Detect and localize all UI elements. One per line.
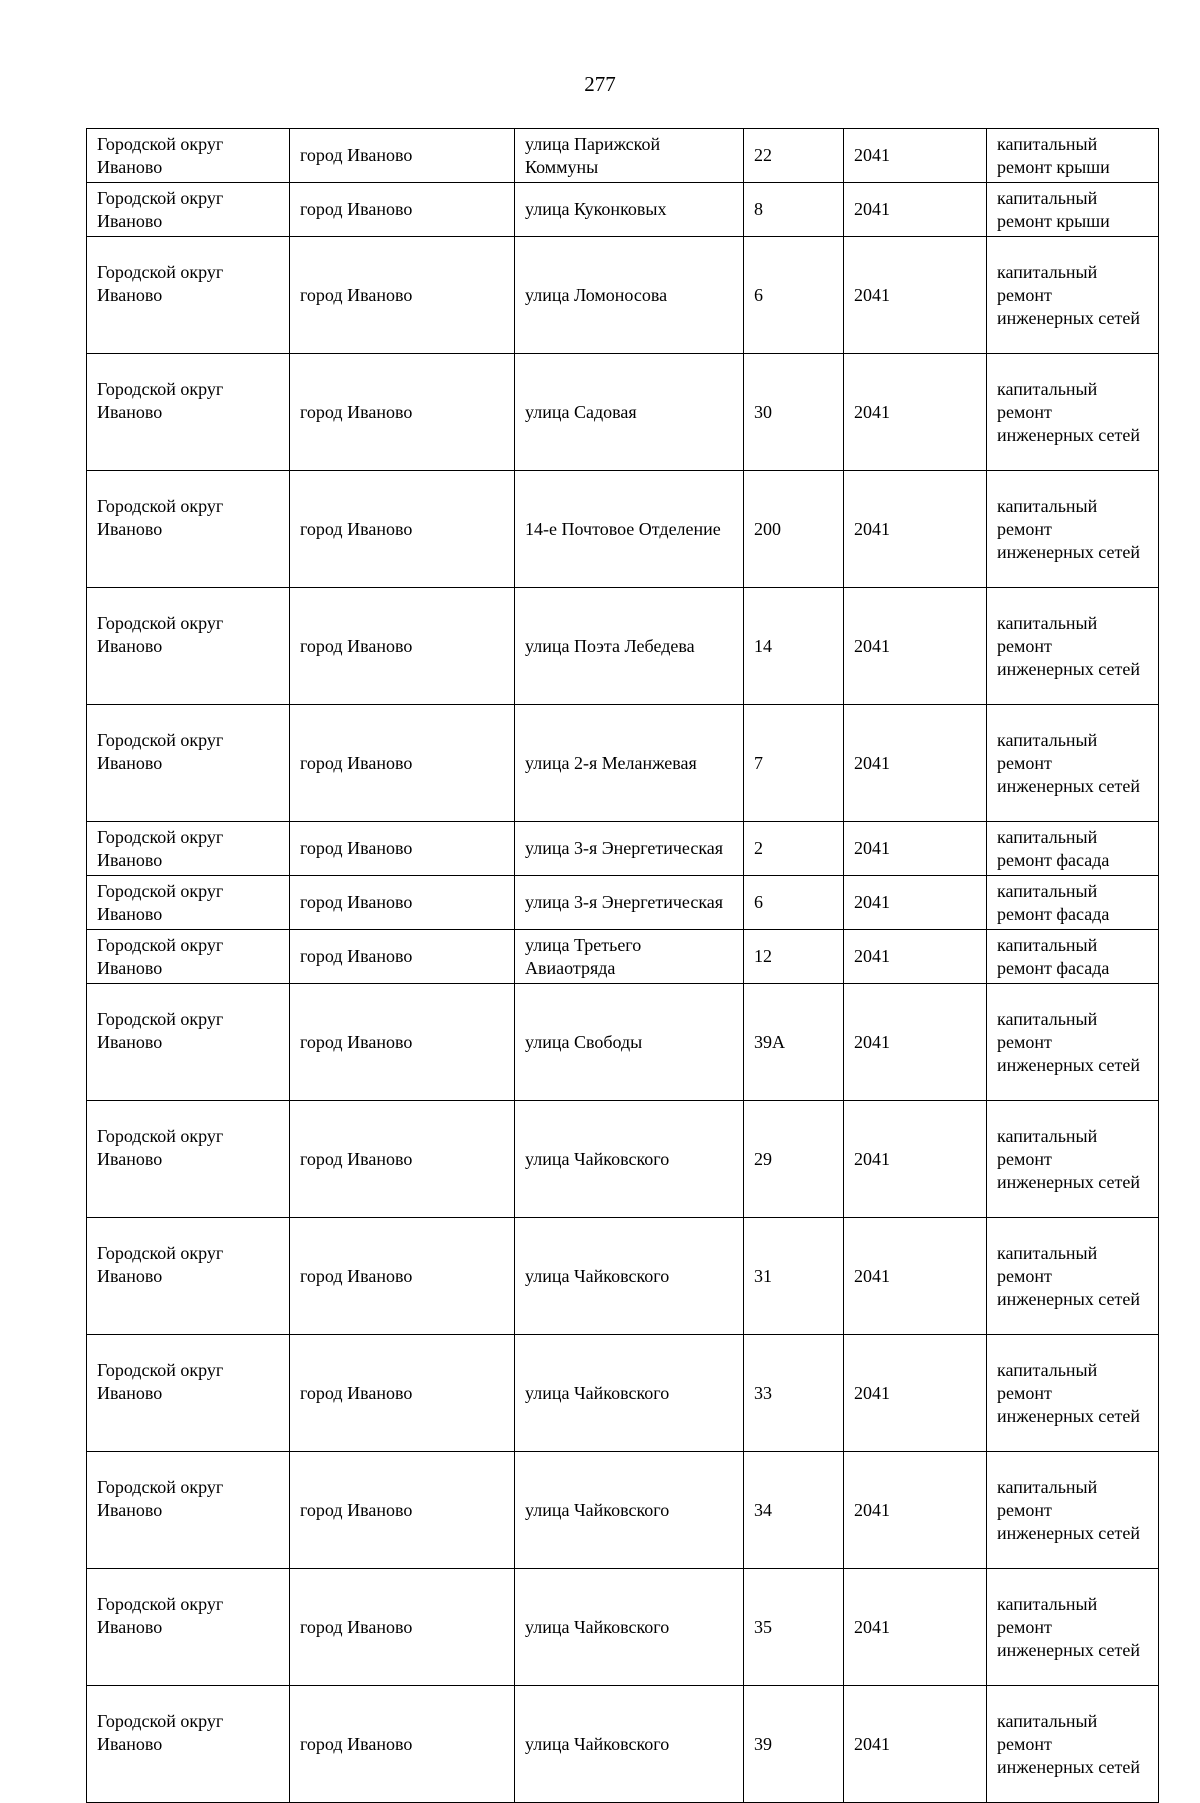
work-type-cell: капитальный ремонт инженерных сетей xyxy=(987,1218,1159,1335)
district-cell: Городской округ Иваново xyxy=(87,930,290,984)
house-number-cell: 6 xyxy=(744,876,844,930)
street-cell: улица Садовая xyxy=(515,354,744,471)
year-cell: 2041 xyxy=(844,1335,987,1452)
settlement-cell: город Иваново xyxy=(290,471,515,588)
settlement-cell: город Иваново xyxy=(290,930,515,984)
settlement-cell: город Иваново xyxy=(290,129,515,183)
house-number-cell: 31 xyxy=(744,1218,844,1335)
table-row xyxy=(87,1218,1159,1335)
table-row xyxy=(87,354,1159,471)
year-cell: 2041 xyxy=(844,471,987,588)
work-type-cell: капитальный ремонт инженерных сетей xyxy=(987,705,1159,822)
year-cell: 2041 xyxy=(844,1101,987,1218)
street-cell: улица 3-я Энергетическая xyxy=(515,876,744,930)
street-cell: улица 3-я Энергетическая xyxy=(515,822,744,876)
district-cell: Городской округ Иваново xyxy=(87,471,290,588)
table-body xyxy=(87,129,1159,1803)
table-row xyxy=(87,471,1159,588)
work-type-cell: капитальный ремонт инженерных сетей xyxy=(987,354,1159,471)
settlement-cell: город Иваново xyxy=(290,822,515,876)
street-cell: улица Чайковского xyxy=(515,1335,744,1452)
settlement-cell: город Иваново xyxy=(290,1452,515,1569)
year-cell: 2041 xyxy=(844,1452,987,1569)
settlement-cell: город Иваново xyxy=(290,237,515,354)
house-number-cell: 6 xyxy=(744,237,844,354)
district-cell: Городской округ Иваново xyxy=(87,1218,290,1335)
work-type-cell: капитальный ремонт фасада xyxy=(987,822,1159,876)
house-number-cell: 35 xyxy=(744,1569,844,1686)
table-row xyxy=(87,984,1159,1101)
work-type-cell: капитальный ремонт инженерных сетей xyxy=(987,237,1159,354)
year-cell: 2041 xyxy=(844,183,987,237)
page-number: 277 xyxy=(584,72,616,96)
year-cell: 2041 xyxy=(844,237,987,354)
settlement-cell: город Иваново xyxy=(290,1218,515,1335)
house-number-cell: 8 xyxy=(744,183,844,237)
table-row xyxy=(87,237,1159,354)
work-type-cell: капитальный ремонт инженерных сетей xyxy=(987,1101,1159,1218)
year-cell: 2041 xyxy=(844,588,987,705)
street-cell: улица Чайковского xyxy=(515,1569,744,1686)
house-number-cell: 34 xyxy=(744,1452,844,1569)
year-cell: 2041 xyxy=(844,984,987,1101)
house-number-cell: 29 xyxy=(744,1101,844,1218)
district-cell: Городской округ Иваново xyxy=(87,984,290,1101)
table-row xyxy=(87,129,1159,183)
district-cell: Городской округ Иваново xyxy=(87,1101,290,1218)
table-row xyxy=(87,183,1159,237)
house-number-cell: 7 xyxy=(744,705,844,822)
year-cell: 2041 xyxy=(844,129,987,183)
street-cell: улица Ломоносова xyxy=(515,237,744,354)
house-number-cell: 2 xyxy=(744,822,844,876)
settlement-cell: город Иваново xyxy=(290,183,515,237)
year-cell: 2041 xyxy=(844,876,987,930)
work-type-cell: капитальный ремонт фасада xyxy=(987,930,1159,984)
district-cell: Городской округ Иваново xyxy=(87,183,290,237)
house-number-cell: 14 xyxy=(744,588,844,705)
table-row xyxy=(87,876,1159,930)
table-row xyxy=(87,930,1159,984)
street-cell: улица 2-я Меланжевая xyxy=(515,705,744,822)
year-cell: 2041 xyxy=(844,930,987,984)
year-cell: 2041 xyxy=(844,1569,987,1686)
settlement-cell: город Иваново xyxy=(290,1101,515,1218)
settlement-cell: город Иваново xyxy=(290,588,515,705)
district-cell: Городской округ Иваново xyxy=(87,705,290,822)
housing-repair-table xyxy=(86,128,1159,1803)
year-cell: 2041 xyxy=(844,705,987,822)
district-cell: Городской округ Иваново xyxy=(87,588,290,705)
street-cell: улица Чайковского xyxy=(515,1101,744,1218)
settlement-cell: город Иваново xyxy=(290,984,515,1101)
house-number-cell: 12 xyxy=(744,930,844,984)
street-cell: улица Чайковского xyxy=(515,1218,744,1335)
work-type-cell: капитальный ремонт инженерных сетей xyxy=(987,1686,1159,1803)
work-type-cell: капитальный ремонт инженерных сетей xyxy=(987,471,1159,588)
street-cell: улица Парижской Коммуны xyxy=(515,129,744,183)
settlement-cell: город Иваново xyxy=(290,1335,515,1452)
house-number-cell: 39 xyxy=(744,1686,844,1803)
table-row xyxy=(87,1101,1159,1218)
street-cell: улица Чайковского xyxy=(515,1686,744,1803)
house-number-cell: 30 xyxy=(744,354,844,471)
settlement-cell: город Иваново xyxy=(290,354,515,471)
year-cell: 2041 xyxy=(844,1686,987,1803)
work-type-cell: капитальный ремонт крыши xyxy=(987,129,1159,183)
settlement-cell: город Иваново xyxy=(290,1686,515,1803)
district-cell: Городской округ Иваново xyxy=(87,354,290,471)
table-row xyxy=(87,1569,1159,1686)
street-cell: улица Куконковых xyxy=(515,183,744,237)
district-cell: Городской округ Иваново xyxy=(87,1452,290,1569)
district-cell: Городской округ Иваново xyxy=(87,1335,290,1452)
table-row xyxy=(87,1686,1159,1803)
street-cell: улица Поэта Лебедева xyxy=(515,588,744,705)
district-cell: Городской округ Иваново xyxy=(87,1686,290,1803)
district-cell: Городской округ Иваново xyxy=(87,1569,290,1686)
year-cell: 2041 xyxy=(844,1218,987,1335)
settlement-cell: город Иваново xyxy=(290,705,515,822)
house-number-cell: 33 xyxy=(744,1335,844,1452)
house-number-cell: 39А xyxy=(744,984,844,1101)
work-type-cell: капитальный ремонт фасада xyxy=(987,876,1159,930)
work-type-cell: капитальный ремонт инженерных сетей xyxy=(987,984,1159,1101)
work-type-cell: капитальный ремонт крыши xyxy=(987,183,1159,237)
district-cell: Городской округ Иваново xyxy=(87,822,290,876)
street-cell: улица Третьего Авиаотряда xyxy=(515,930,744,984)
work-type-cell: капитальный ремонт инженерных сетей xyxy=(987,1452,1159,1569)
work-type-cell: капитальный ремонт инженерных сетей xyxy=(987,1569,1159,1686)
table-row xyxy=(87,1452,1159,1569)
house-number-cell: 22 xyxy=(744,129,844,183)
table-row xyxy=(87,822,1159,876)
work-type-cell: капитальный ремонт инженерных сетей xyxy=(987,588,1159,705)
house-number-cell: 200 xyxy=(744,471,844,588)
work-type-cell: капитальный ремонт инженерных сетей xyxy=(987,1335,1159,1452)
table-row xyxy=(87,1335,1159,1452)
street-cell: улица Свободы xyxy=(515,984,744,1101)
table-row xyxy=(87,705,1159,822)
year-cell: 2041 xyxy=(844,354,987,471)
street-cell: 14-е Почтовое Отделение xyxy=(515,471,744,588)
district-cell: Городской округ Иваново xyxy=(87,876,290,930)
year-cell: 2041 xyxy=(844,822,987,876)
district-cell: Городской округ Иваново xyxy=(87,237,290,354)
settlement-cell: город Иваново xyxy=(290,876,515,930)
district-cell: Городской округ Иваново xyxy=(87,129,290,183)
street-cell: улица Чайковского xyxy=(515,1452,744,1569)
table-row xyxy=(87,588,1159,705)
settlement-cell: город Иваново xyxy=(290,1569,515,1686)
